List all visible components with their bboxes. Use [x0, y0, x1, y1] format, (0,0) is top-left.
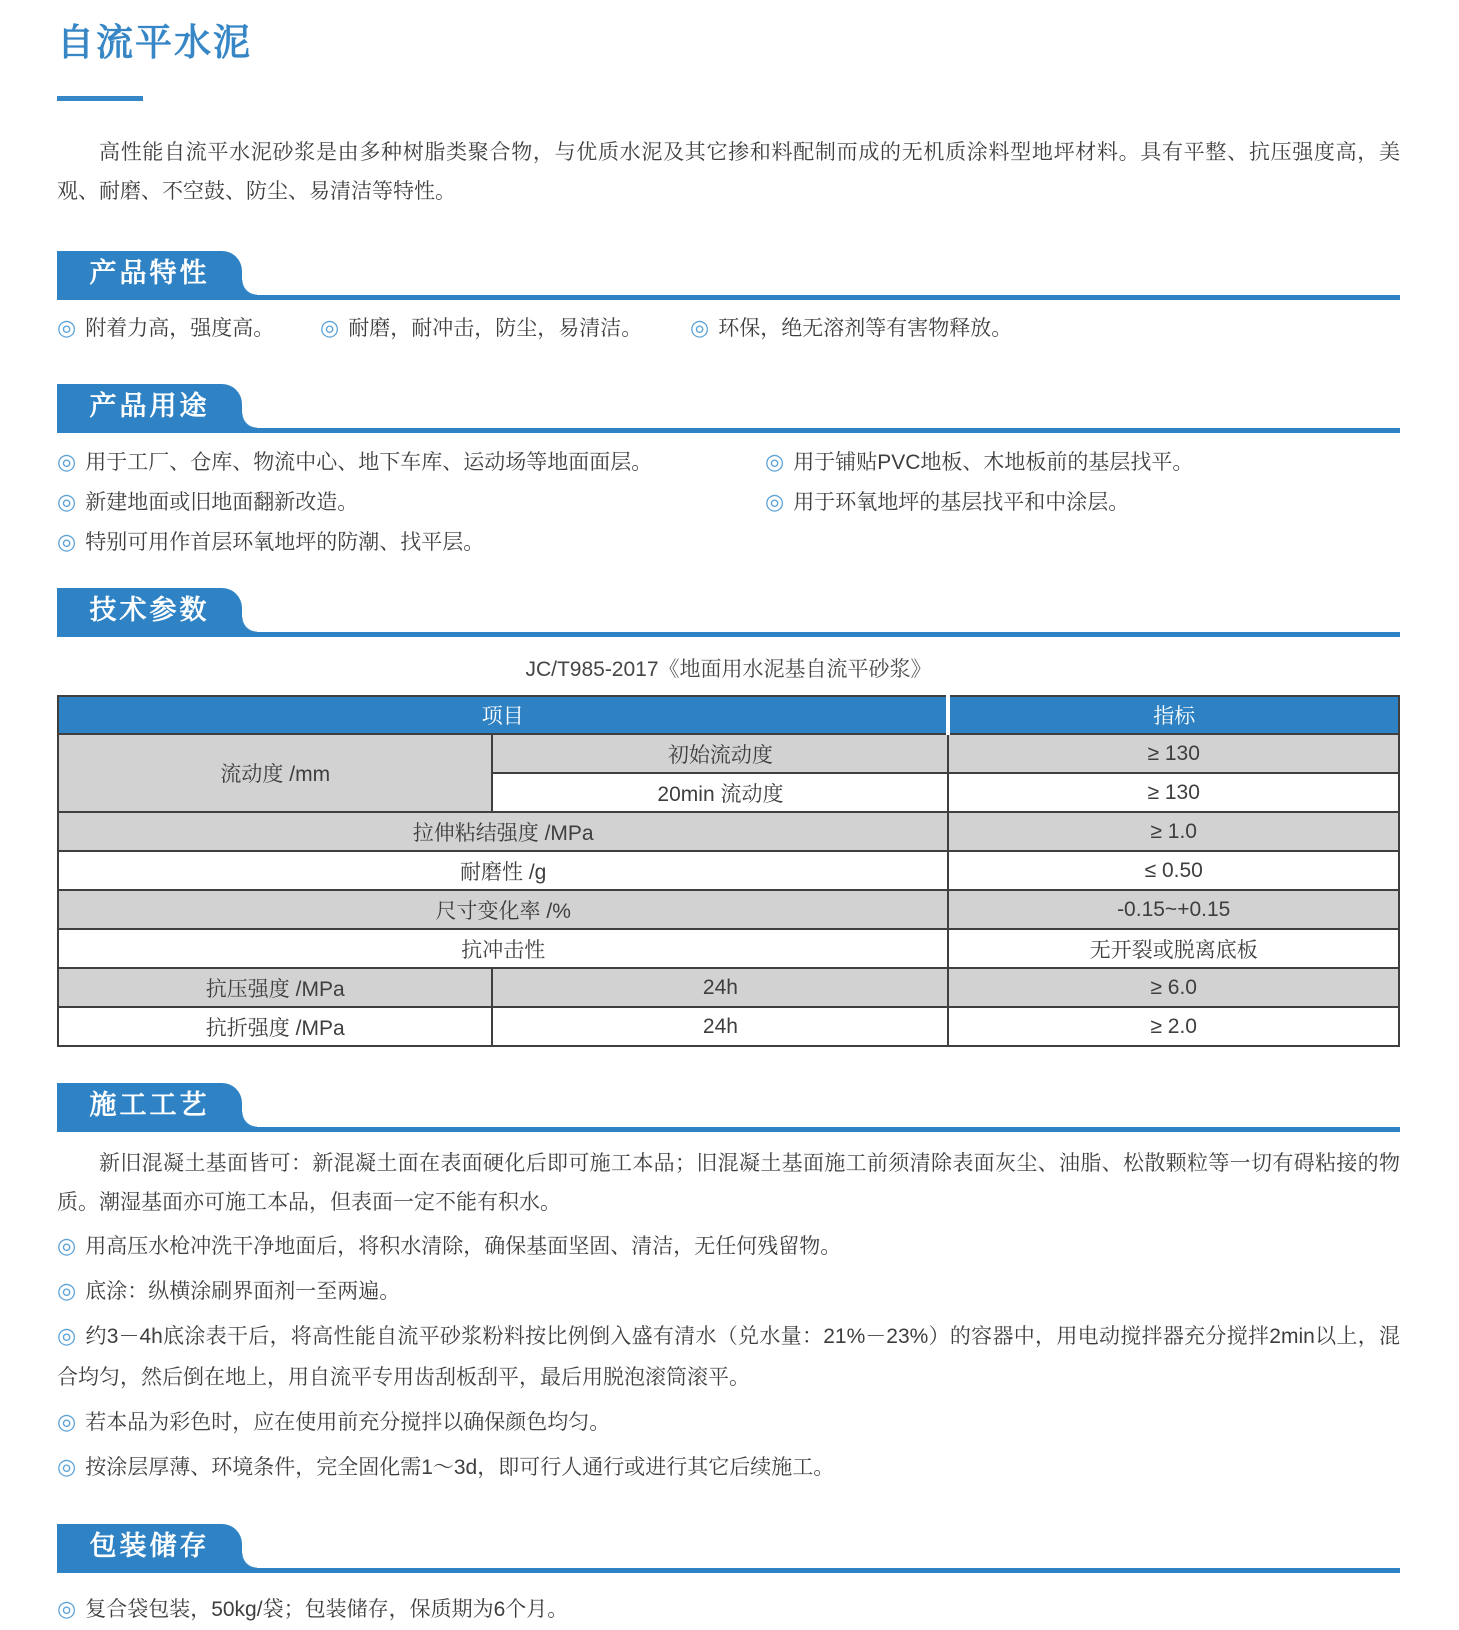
- process-step-text: 若本品为彩色时，应在使用前充分搅拌以确保颜色均匀。: [85, 1411, 611, 1434]
- ring-bullet-icon: ◎: [57, 1454, 77, 1479]
- ring-bullet-icon: ◎: [57, 1409, 77, 1434]
- spec-row-tensile: [58, 812, 1399, 851]
- spec-value-cell: ≥ 2.0: [948, 1007, 1399, 1046]
- feature-item: [690, 315, 1012, 342]
- ring-bullet-icon: ◎: [57, 1596, 77, 1621]
- spec-value-cell: ≥ 130: [948, 734, 1399, 773]
- use-item-text: 特别可用作首层环氧地坪的防潮、找平层。: [85, 531, 485, 554]
- spec-subitem-cell: 20min 流动度: [492, 773, 948, 812]
- process-step: [57, 1401, 1400, 1443]
- process-intro-paragraph: 新旧混凝土基面皆可：新混凝土面在表面硬化后即可施工本品；旧混凝土基面施工前须清除表面灰尘、油脂、松散颗粒等一切有碍粘接的物质。潮湿基面亦可施工本品，但表面一定不能有积水。: [57, 1152, 1400, 1214]
- spec-value-cell: -0.15~+0.15: [948, 890, 1399, 929]
- ring-bullet-icon: ◎: [57, 529, 77, 554]
- ring-bullet-icon: ◎: [57, 1233, 77, 1258]
- features-section-header: [57, 251, 1400, 300]
- spec-subitem-cell: 24h: [492, 968, 948, 1007]
- packaging-section-header: [57, 1524, 1400, 1573]
- spec-value-cell: 无开裂或脱离底板: [948, 929, 1399, 968]
- uses-section-header: [57, 384, 1400, 433]
- process-step-text: 用高压水枪冲洗干净地面后，将积水清除，确保基面坚固、清洁，无任何残留物。: [85, 1235, 842, 1258]
- use-item-text: 用于铺贴PVC地板、木地板前的基层找平。: [793, 451, 1194, 474]
- use-item-text: 用于环氧地坪的基层找平和中涂层。: [793, 491, 1130, 514]
- use-item: [765, 489, 1400, 516]
- spec-header-row: [58, 696, 1399, 734]
- spec-subitem-cell: 初始流动度: [492, 734, 948, 773]
- spec-row-flexural: [58, 1007, 1399, 1046]
- ring-bullet-icon: ◎: [320, 315, 340, 340]
- packaging-item-text: 复合袋包装，50kg/袋；包装储存，保质期为6个月。: [85, 1598, 569, 1621]
- process-step-text: 按涂层厚薄、环境条件，完全固化需1～3d，即可行人通行或进行其它后续施工。: [85, 1456, 835, 1479]
- spec-item-cell: 抗压强度 /MPa: [58, 968, 492, 1007]
- uses-heading-tab: 产品用途: [57, 384, 242, 428]
- ring-bullet-icon: ◎: [690, 315, 710, 340]
- packaging-item: [57, 1589, 1400, 1630]
- spec-value-cell: ≥ 6.0: [948, 968, 1399, 1007]
- document-page: [0, 12, 1459, 1630]
- feature-item: [57, 315, 320, 342]
- spec-item-cell: 耐磨性 /g: [58, 851, 948, 890]
- spec-row-compressive: [58, 968, 1399, 1007]
- title-underline: [57, 96, 143, 101]
- spec-value-cell: ≤ 0.50: [948, 851, 1399, 890]
- use-item: [57, 489, 765, 516]
- process-heading-tab: 施工工艺: [57, 1083, 242, 1127]
- ring-bullet-icon: ◎: [765, 449, 785, 474]
- spec-item-cell: 拉伸粘结强度 /MPa: [58, 812, 948, 851]
- spec-row-impact: [58, 929, 1399, 968]
- use-item: [57, 529, 765, 556]
- spec-row-flow-initial: [58, 734, 1399, 773]
- features-heading-tab: 产品特性: [57, 251, 242, 295]
- spec-value-cell: ≥ 130: [948, 773, 1399, 812]
- spec-value-cell: ≥ 1.0: [948, 812, 1399, 851]
- spec-row-abrasion: [58, 851, 1399, 890]
- process-step: [57, 1270, 1400, 1312]
- spec-item-cell: 尺寸变化率 /%: [58, 890, 948, 929]
- spec-row-dimension: [58, 890, 1399, 929]
- process-step: [57, 1315, 1400, 1398]
- page-title: 自流平水泥: [57, 22, 252, 63]
- ring-bullet-icon: ◎: [57, 315, 77, 340]
- spec-header-index: 指标: [948, 696, 1399, 734]
- ring-bullet-icon: ◎: [57, 1323, 77, 1348]
- ring-bullet-icon: ◎: [765, 489, 785, 514]
- spec-flow-group-cell: 流动度 /mm: [58, 734, 492, 812]
- spec-item-cell: 抗冲击性: [58, 929, 948, 968]
- feature-item-text: 环保，绝无溶剂等有害物释放。: [718, 317, 1013, 340]
- use-item-text: 用于工厂、仓库、物流中心、地下车库、运动场等地面面层。: [85, 451, 653, 474]
- feature-item: [320, 315, 690, 342]
- spec-item-cell: 抗折强度 /MPa: [58, 1007, 492, 1046]
- specs-section-header: [57, 588, 1400, 637]
- ring-bullet-icon: ◎: [57, 1278, 77, 1303]
- packaging-heading-tab: 包装储存: [57, 1524, 242, 1568]
- intro-paragraph: 高性能自流平水泥砂浆是由多种树脂类聚合物，与优质水泥及其它掺和料配制而成的无机质涂料型地坪材料。具有平整、抗压强度高，美观、耐磨、不空鼓、防尘、易清洁等特性。: [57, 141, 1400, 203]
- feature-item-text: 耐磨，耐冲击，防尘，易清洁。: [348, 317, 643, 340]
- uses-list: [57, 449, 1400, 556]
- spec-standard-title: JC/T985-2017《地面用水泥基自流平砂浆》: [525, 658, 932, 681]
- process-section-header: [57, 1083, 1400, 1132]
- ring-bullet-icon: ◎: [57, 449, 77, 474]
- process-step-text: 底涂：纵横涂刷界面剂一至两遍。: [85, 1280, 401, 1303]
- feature-item-text: 附着力高，强度高。: [85, 317, 275, 340]
- spec-subitem-cell: 24h: [492, 1007, 948, 1046]
- features-list: [57, 315, 1400, 342]
- process-step: [57, 1446, 1400, 1488]
- process-step: [57, 1225, 1400, 1267]
- use-item-text: 新建地面或旧地面翻新改造。: [85, 491, 359, 514]
- spec-table: [57, 695, 1400, 1047]
- process-step-text: 约3－4h底涂表干后，将高性能自流平砂浆粉料按比例倒入盛有清水（兑水量：21%－23%）的容器中，用电动搅拌器充分搅拌2min以上，混合均匀，然后倒在地上，用自流平专用齿刮板刮平，最后用脱泡滚筒滚平。: [57, 1325, 1400, 1389]
- specs-heading-tab: 技术参数: [57, 588, 242, 632]
- use-item: [765, 449, 1400, 476]
- ring-bullet-icon: ◎: [57, 489, 77, 514]
- use-item: [57, 449, 765, 476]
- spec-header-item: 项目: [58, 696, 948, 734]
